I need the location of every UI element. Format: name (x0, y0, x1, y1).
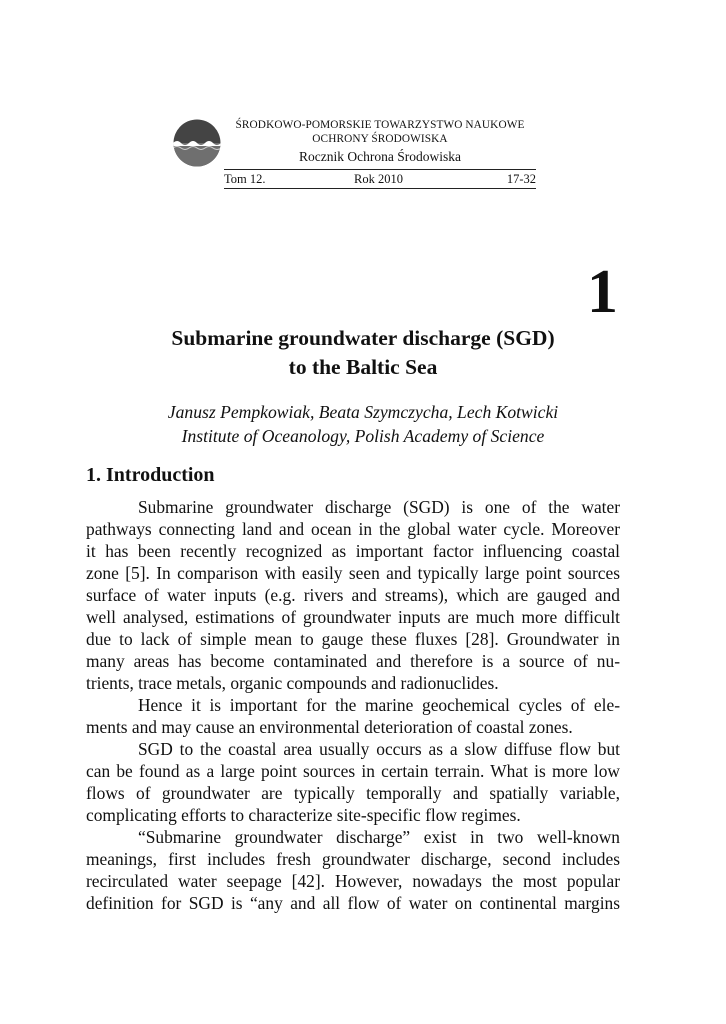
text-line: surface of water inputs (e.g. rivers and streams), which are gauged and (86, 585, 620, 605)
header-rule-bottom (224, 188, 536, 189)
text-line: many areas has become contaminated and therefore is a source of nu- (86, 651, 620, 671)
publisher-line-1: ŚRODKOWO-POMORSKIE TOWARZYSTWO NAUKOWE (235, 119, 525, 131)
text-line: ments and may cause an environmental deterioration of coastal zones. (86, 717, 573, 737)
page-range: 17-32 (506, 172, 536, 186)
author-names: Janusz Pempkowiak, Beata Szymczycha, Lech Kotwicki (167, 402, 559, 422)
text-line: Hence it is important for the marine geochemical cycles of ele- (138, 695, 620, 715)
section-heading: 1. Introduction (86, 464, 215, 486)
body-paragraph-2 (86, 694, 620, 738)
body-paragraph-1 (86, 496, 620, 694)
text-line: well analysed, estimations of groundwater inputs are much more difficult (86, 607, 620, 627)
text-line: Submarine groundwater discharge (SGD) is one of the water (138, 497, 620, 517)
paper-title-line-1: Submarine groundwater discharge (SGD) (171, 326, 555, 350)
body-paragraph-3 (86, 738, 620, 826)
text-line: it has been recently recognized as important factor influencing coastal (86, 541, 620, 561)
text-line: meanings, first includes fresh groundwater discharge, second includes (86, 849, 620, 869)
text-line: trients, trace metals, organic compounds and radionuclides. (86, 673, 499, 693)
text-line: flows of groundwater are typically temporally and spatially variable, (86, 783, 620, 803)
text-line: due to lack of simple mean to gauge these fluxes [28]. Groundwater in (86, 629, 620, 649)
paper-title-line-2: to the Baltic Sea (288, 355, 438, 379)
text-line: pathways connecting land and ocean in the global water cycle. Moreover (86, 519, 620, 539)
volume-label: Tom 12. (224, 172, 266, 186)
text-line: SGD to the coastal area usually occurs as a slow diffuse flow but (138, 739, 620, 759)
header-rule-top (224, 169, 536, 170)
text-line: “Submarine groundwater discharge” exist in two well-known (138, 827, 620, 847)
text-line: can be found as a large point sources in certain terrain. What is more low (86, 761, 620, 781)
chapter-number: 1 (587, 258, 618, 326)
text-line: recirculated water seepage [42]. However, nowadays the most popular (86, 871, 620, 891)
year-label: Rok 2010 (354, 172, 403, 186)
body-paragraph-4 (86, 826, 620, 914)
author-affiliation: Institute of Oceanology, Polish Academy of Science (181, 426, 545, 446)
text-line: complicating efforts to characterize site-specific flow regimes. (86, 805, 521, 825)
publisher-name (224, 119, 536, 146)
society-logo (173, 119, 221, 167)
issue-info (224, 171, 536, 187)
journal-name: Rocznik Ochrona Środowiska (299, 149, 461, 164)
text-line: definition for SGD is “any and all flow of water on continental margins (86, 893, 620, 913)
publisher-line-2: OCHRONY ŚRODOWISKA (312, 132, 448, 145)
text-line: zone [5]. In comparison with easily seen and typically large point sources (86, 563, 620, 583)
